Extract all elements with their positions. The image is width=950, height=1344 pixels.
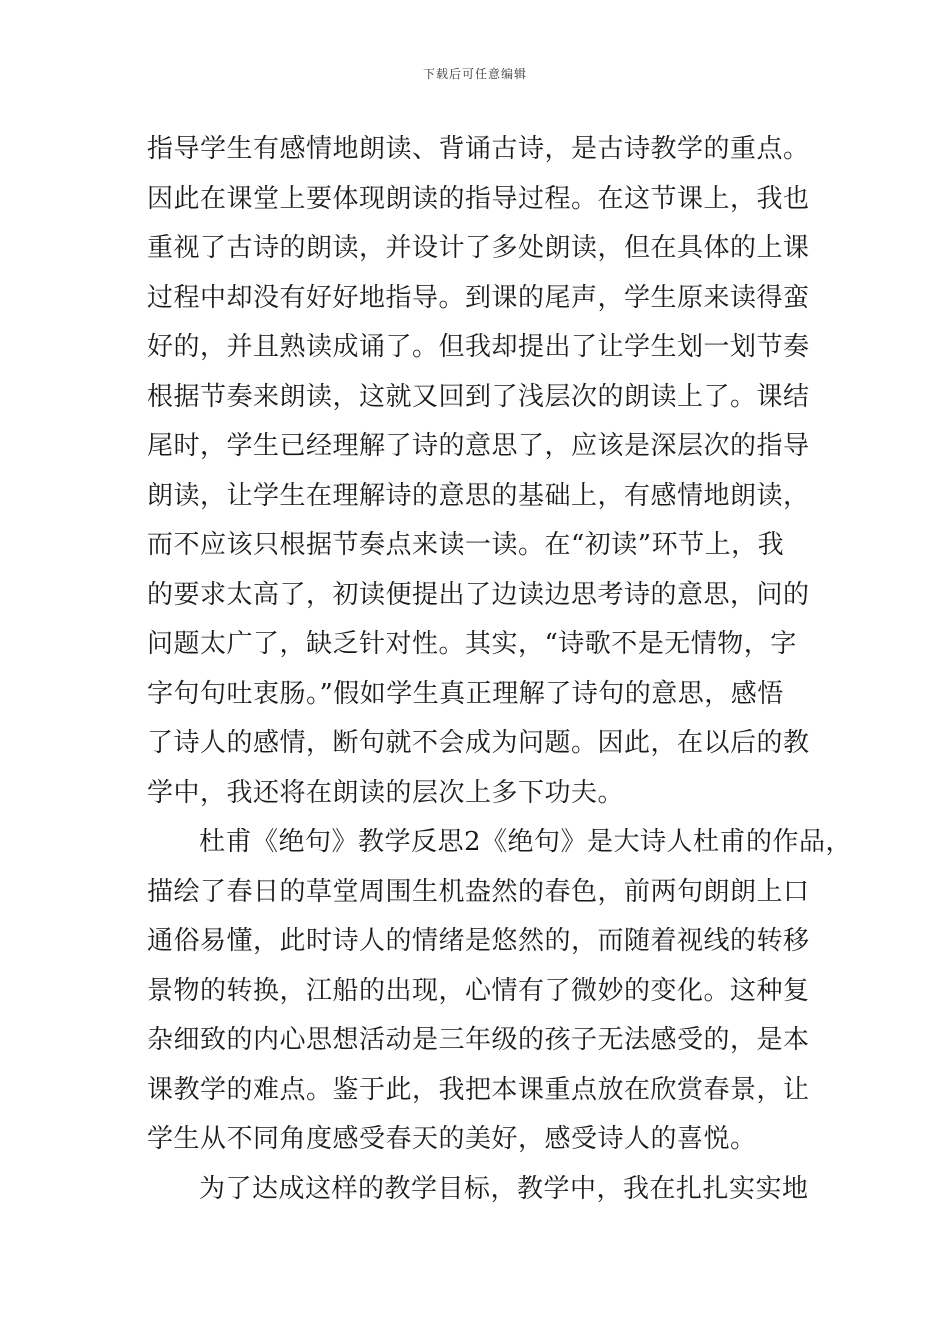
text-line: 问题太广了，缺乏针对性。其实，“诗歌不是无情物，字	[147, 629, 797, 659]
paragraph	[147, 818, 853, 1165]
text-line: 描绘了春日的草堂周围生机盎然的春色，前两句朗朗上口	[147, 876, 810, 907]
text-line: 了诗人的感情，断句就不会成为问题。因此，在以后的教	[147, 728, 810, 758]
text-line: 学生从不同角度感受春天的美好，感受诗人的喜悦。	[147, 1124, 757, 1154]
text-line: 指导学生有感情地朗读、背诵古诗，是古诗教学的重点。	[147, 134, 810, 164]
page-header: 下载后可任意编辑	[422, 67, 527, 81]
text-line: 尾时，学生已经理解了诗的意思了，应该是深层次的指导	[147, 431, 810, 461]
text-line: 重视了古诗的朗读，并设计了多处朗读，但在具体的上课	[147, 233, 810, 263]
text-line: 课教学的难点。鉴于此，我把本课重点放在欣赏春景，让	[147, 1074, 810, 1105]
text-line: 因此在课堂上要体现朗读的指导过程。在这节课上，我也	[147, 183, 810, 214]
text-line: 杂细致的内心思想活动是三年级的孩子无法感受的，是本	[147, 1025, 810, 1055]
text-line: 而不应该只根据节奏点来读一读。在“初读”环节上，我	[147, 530, 785, 560]
paragraph	[147, 125, 837, 818]
text-line: 杜甫《绝句》教学反思2《绝句》是大诗人杜甫的作品，	[199, 827, 853, 857]
text-line: 的要求太高了，初读便提出了边读边思考诗的意思，问的	[147, 579, 810, 610]
text-line: 字句句吐衷肠。”假如学生真正理解了诗句的意思，感悟	[147, 678, 784, 709]
document-body	[147, 125, 853, 1214]
text-line: 根据节奏来朗读，这就又回到了浅层次的朗读上了。课结	[147, 381, 810, 412]
text-line: 为了达成这样的教学目标，教学中，我在扎扎实实地	[199, 1173, 809, 1204]
text-line: 朗读，让学生在理解诗的意思的基础上，有感情地朗读，	[147, 480, 810, 511]
text-line: 过程中却没有好好地指导。到课的尾声，学生原来读得蛮	[147, 282, 810, 313]
text-line: 景物的转换，江船的出现，心情有了微妙的变化。这种复	[147, 975, 810, 1006]
text-line: 学中，我还将在朗读的层次上多下功夫。	[147, 777, 625, 808]
paragraph	[147, 1165, 837, 1215]
text-line: 好的，并且熟读成诵了。但我却提出了让学生划一划节奏	[147, 332, 810, 362]
text-line: 通俗易懂，此时诗人的情绪是悠然的，而随着视线的转移	[147, 926, 810, 956]
